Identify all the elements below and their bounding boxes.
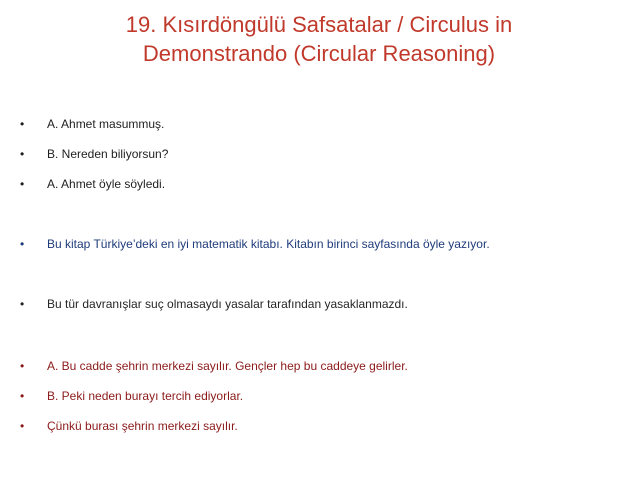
list-item-text: A. Ahmet öyle söyledi. — [47, 177, 166, 191]
bullet-icon: • — [20, 117, 25, 131]
title-line-1: 19. Kısırdöngülü Safsatalar / Circulus in — [125, 12, 513, 37]
bullet-icon: • — [20, 419, 25, 433]
list-item-text: Bu tür davranışlar suç olmasaydı yasalar tarafından yasaklanmazdı. — [47, 297, 408, 311]
bullet-icon: • — [20, 177, 25, 191]
list-item-text: B. Peki neden burayı tercih ediyorlar. — [47, 389, 244, 403]
list-item-text: Bu kitap Türkiye’deki en iyi matematik kitabı. Kitabın birinci sayfasında öyle yazıyor. — [47, 237, 490, 251]
bullet-icon: • — [20, 359, 25, 373]
title-line-2: Demonstrando (Circular Reasoning) — [142, 41, 496, 66]
bullet-icon: • — [20, 237, 25, 251]
list-item-text: B. Nereden biliyorsun? — [47, 147, 169, 161]
list-item-text: Çünkü burası şehrin merkezi sayılır. — [47, 419, 238, 433]
slide-title — [0, 10, 638, 68]
list-item-text: A. Ahmet masummuş. — [47, 117, 165, 131]
list-item-text: A. Bu cadde şehrin merkezi sayılır. Gençler hep bu caddeye gelirler. — [47, 359, 408, 373]
bullet-icon: • — [20, 297, 25, 311]
bullet-icon: • — [20, 147, 25, 161]
bullet-icon: • — [20, 389, 25, 403]
